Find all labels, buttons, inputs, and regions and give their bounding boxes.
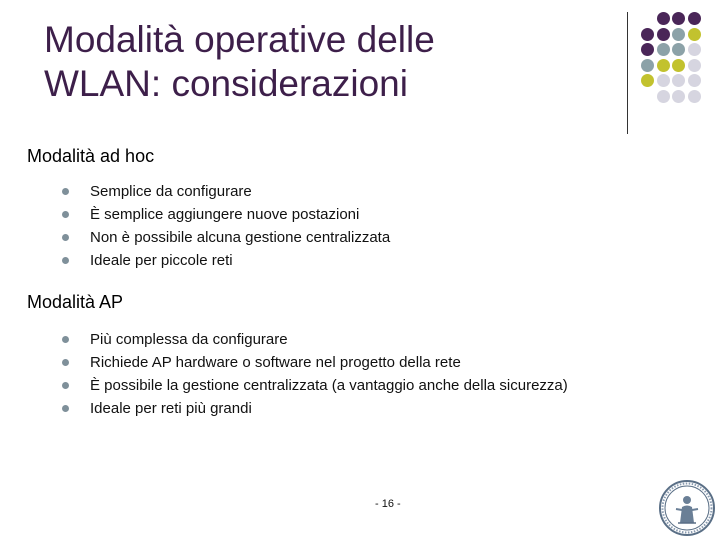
bullet-icon <box>62 211 69 218</box>
decorative-dot <box>657 59 670 72</box>
list-item <box>0 180 390 203</box>
bullet-icon <box>62 234 69 241</box>
decorative-dot <box>641 59 654 72</box>
list-item <box>0 203 390 226</box>
decorative-dot <box>672 12 685 25</box>
bullet-icon <box>62 188 69 195</box>
list-item <box>0 374 568 397</box>
bullet-icon <box>62 382 69 389</box>
list-item-text: Ideale per reti più grandi <box>90 400 252 417</box>
decorative-dot-grid <box>636 8 720 118</box>
header-divider <box>627 12 628 134</box>
bullet-icon <box>62 359 69 366</box>
section-heading-ap: Modalità AP <box>27 292 124 312</box>
decorative-dot <box>641 74 654 87</box>
decorative-dot <box>657 43 670 56</box>
bullet-icon <box>62 257 69 264</box>
decorative-dot <box>641 28 654 41</box>
decorative-dot <box>641 43 654 56</box>
decorative-dot <box>688 74 701 87</box>
decorative-dot <box>657 28 670 41</box>
page-number: - 16 - <box>375 498 401 510</box>
decorative-dot <box>672 74 685 87</box>
decorative-dot <box>688 59 701 72</box>
decorative-dot <box>672 90 685 103</box>
slide-title <box>44 18 604 106</box>
list-item-text: È possibile la gestione centralizzata (a vantaggio anche della sicurezza) <box>90 377 568 394</box>
list-item-text: Più complessa da configurare <box>90 331 288 348</box>
section-list-ap <box>0 328 568 420</box>
decorative-dot <box>672 59 685 72</box>
list-item <box>0 328 568 351</box>
decorative-dot <box>657 90 670 103</box>
decorative-dot <box>657 12 670 25</box>
section-heading-ad-hoc: Modalità ad hoc <box>27 146 155 166</box>
slide-title-line-2: WLAN: considerazioni <box>44 63 408 104</box>
decorative-dot <box>657 74 670 87</box>
list-item-text: È semplice aggiungere nuove postazioni <box>90 206 360 223</box>
list-item <box>0 249 390 272</box>
decorative-dot <box>688 43 701 56</box>
university-seal-icon <box>656 479 718 537</box>
decorative-dot <box>672 28 685 41</box>
bullet-icon <box>62 336 69 343</box>
decorative-dot <box>672 43 685 56</box>
decorative-dot <box>688 28 701 41</box>
list-item <box>0 397 568 420</box>
decorative-dot <box>688 12 701 25</box>
section-list-ad-hoc <box>0 180 390 272</box>
list-item-text: Non è possibile alcuna gestione centralizzata <box>90 229 391 246</box>
list-item-text: Ideale per piccole reti <box>90 252 233 269</box>
list-item-text: Semplice da configurare <box>90 183 252 200</box>
slide-title-line-1: Modalità operative delle <box>44 19 435 60</box>
list-item <box>0 226 390 249</box>
list-item <box>0 351 568 374</box>
list-item-text: Richiede AP hardware o software nel progetto della rete <box>90 354 461 371</box>
bullet-icon <box>62 405 69 412</box>
decorative-dot <box>688 90 701 103</box>
